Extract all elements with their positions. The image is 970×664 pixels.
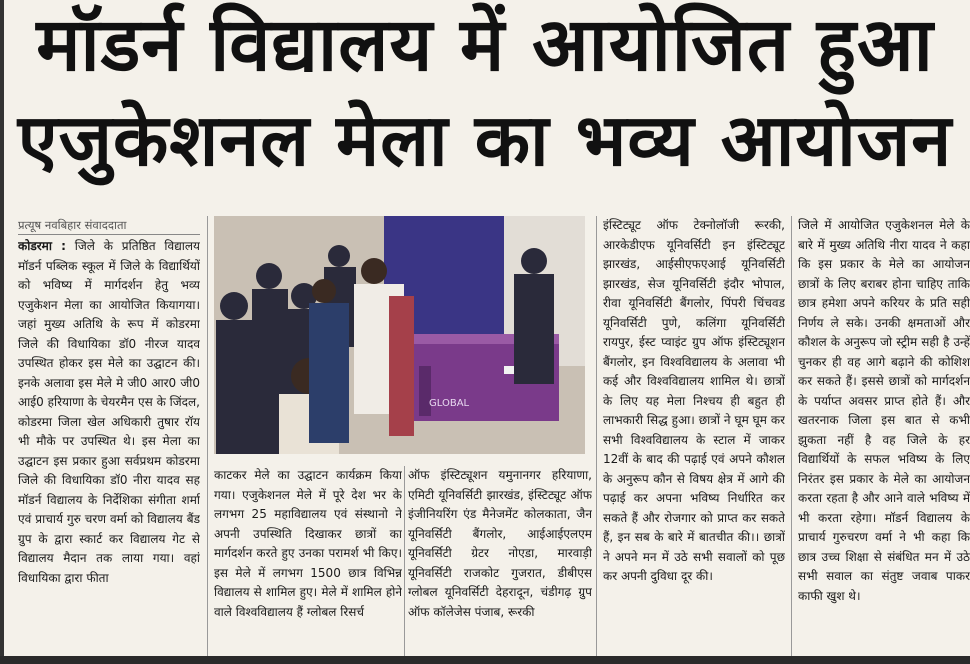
column-1-text: जिले के प्रतिष्ठित विद्यालय मॉडर्न पब्लिक स्कूल में जिले के विद्यार्थियों को भविष्य में मार्गदर्शन हेतु भव्य एजुकेशन मेला का आयोजित कियागया। जहां मुख्य अतिथि के रूप में कोडरमा जिले की विधायिका डॉ0 नीरज यादव उपस्थित होकर इस मेले का उद्घाटन की। इनके अलावा इस मेले मे जी0 आर0 जी0 आई0 हरियाणा के चेयरमैन एस के जिंदल, कोडरमा जिला खेल अधिकारी तुषार रॉय भी मौके पर उपस्थित थे। इस मेला का उद्घाटन इस प्रकार हुआ सर्वप्रथम कोडरमा जिले की विधायिका डॉ0 नीरा यादव सह मॉडर्न विद्यालय के निर्देशिका संगीता शर्मा एवं प्राचार्य गुरु चरण वर्मा को विद्यालय बैंड ग्रुप के द्वारा स्कार्ट कर विद्यालय गेट से विद्यालय मैदान तक लाया गया। वहां विधायिका द्वारा फीता xyxy=(18,239,200,585)
column-divider xyxy=(596,216,597,656)
event-photo xyxy=(214,216,585,454)
article-column-5: जिले में आयोजित एजुकेशनल मेले के बारे में मुख्य अतिथि नीरा यादव ने कहा कि इस प्रकार के मेले का आयोजन छात्रों के लिए बराबर होना चाहिए ताकि छात्र हमेशा अपने करियर के प्रति सही निर्णय ले सके। उनकी क्षमताओं और कौशल के अनुरूप जो स्ट्रीम सही है उन्हें चुनकर ही वह आगे बढ़ाने की कोशिश कर सकते हैं। इससे छात्रों को मार्गदर्शन के पर्याप्त अवसर प्राप्त होते हैं। और खतरनाक जिला इस बात से कभी झुकता नहीं है वह जिले के हर विद्यार्थियों के सफल भविष्य के लिए निरंतर इस प्रकार के मेले का आयोजन करता रहता है और आने वाले भविष्य में भी करता रहेगा। मॉडर्न विद्यालय के प्राचार्य गुरुचरण वर्मा ने भी कहा कि छात्र उच्च शिक्षा से संबंधित मन में उठे सभी सवाल का संतुष्ट जवाब पाकर काफी खुश थे। xyxy=(798,218,970,603)
banner-text: GLOBAL xyxy=(429,398,470,409)
article-column-3: ऑफ इंस्टिट्यूशन यमुनानगर हरियाणा, एमिटी यूनिवर्सिटी झारखंड, इंस्टिट्यूट ऑफ इंजीनियरिंग एंड मैनेजमेंट कोलकाता, जैन यूनिवर्सिटी बैंगलोर, आईआईएलएम यूनिवर्सिटी ग्रेटर नोएडा, मारवाड़ी यूनिवर्सिटी राजकोट गुजरात, डीबीएस ग्लोबल यूनिवर्सिटी देहरादून, चंडीगढ़ ग्रुप ऑफ कॉलेजेस पंजाब, रूरकी xyxy=(408,468,592,619)
byline: प्रत्यूष नवबिहार संवाददाता xyxy=(18,216,200,235)
event-photo-illustration xyxy=(214,216,585,454)
headline-line-1: मॉडर्न विद्यालय में आयोजित हुआ xyxy=(36,2,934,88)
headline-line-2: एजुकेशनल मेला का भव्य आयोजन xyxy=(17,98,953,182)
left-margin-rule xyxy=(0,0,4,664)
article-column-1 xyxy=(18,216,200,656)
column-divider xyxy=(791,216,792,656)
next-article-edge xyxy=(0,656,970,664)
column-divider xyxy=(404,466,405,656)
article-column-2: काटकर मेले का उद्घाटन कार्यक्रम किया गया। एजुकेशनल मेले में पूरे देश भर के लगभग 25 महाविद्यालय एवं संस्थानो ने अपनी उपस्थिति दिखाकर छात्रों का मार्गदर्शन करते हुए उनका परामर्श भी किए। इस मेले में लगभग 1500 छात्र विभिन्न विद्यालय से शामिल हुए। मेले में शामिल होने वाले विश्वविद्यालय हैं ग्लोबल रिसर्च xyxy=(214,468,402,619)
column-divider xyxy=(207,216,208,656)
dateline: कोडरमा : xyxy=(18,239,66,253)
article-column-4: इंस्टिट्यूट ऑफ टेक्नोलॉजी रूरकी, आरकेडीएफ यूनिवर्सिटी इन इंस्टिट्यूट झारखंड, आईसीएफएआई यूनिवर्सिटी झारखंड, सेज यूनिवर्सिटी इंदौर भोपाल, रीवा यूनिवर्सिटी बैंगलोर, पिंपरी चिंचवड यूनिवर्सिटी पुणे, कलिंगा यूनिवर्सिटी रायपुर, ईस्ट प्वाइंट ग्रुप ऑफ इंस्टिट्यूशन बैंगलोर, इन विश्वविद्यालय के अलावा भी कई और विश्वविद्यालय शामिल थे। छात्रों के लिए यह मेला निश्चय ही बहुत ही लाभकारी सिद्ध हुआ। छात्रों ने घूम घूम कर सभी विश्वविद्यालय के स्टाल में जाकर 12वीं के बाद की पढ़ाई एवं अपने कौशल के अनुरूप कौन से विषय क्षेत्र में आगे की पढ़ाई कर अपना भविष्य निर्धारित कर सकते हैं और रोजगार को प्राप्त कर सकते हैं, इन सब के बारे में बातचीत की।। छात्रों ने अपने मन में उठे सभी सवालों को पूछ कर अपनी दुविधा दूर की। xyxy=(603,218,785,583)
